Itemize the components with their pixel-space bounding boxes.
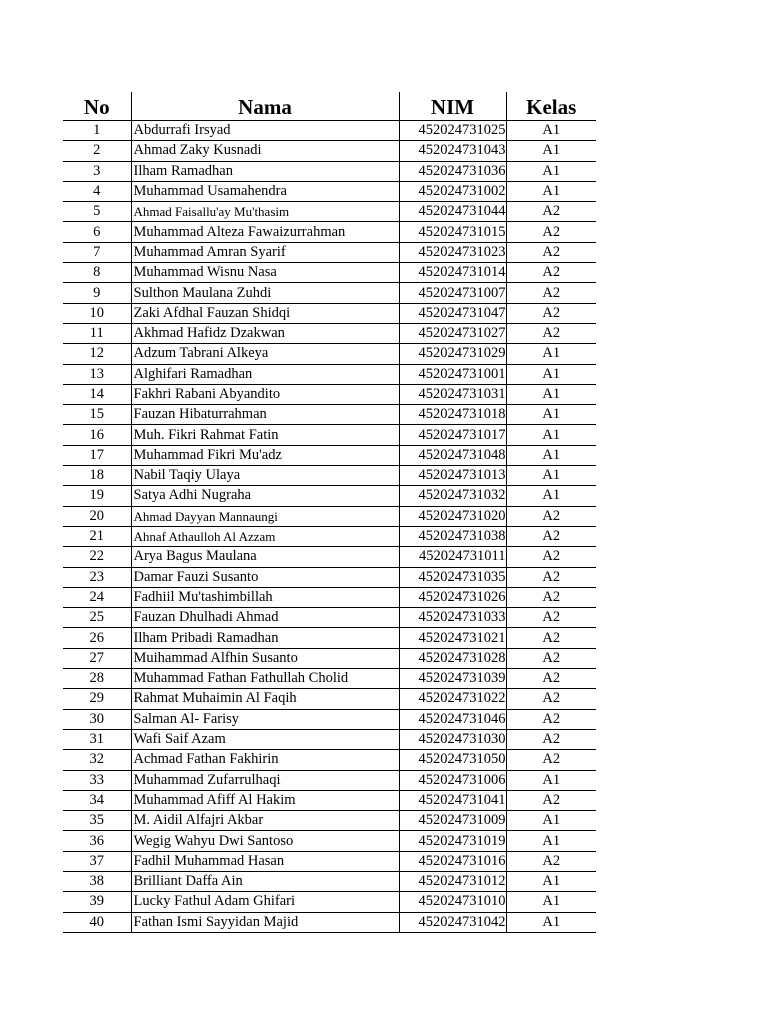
cell-nim: 452024731015 [399, 222, 506, 242]
cell-nim: 452024731041 [399, 790, 506, 810]
table-row [63, 587, 596, 607]
cell-no: 13 [63, 364, 131, 384]
cell-nama: Fadhil Muhammad Hasan [131, 851, 399, 871]
cell-nama: Fakhri Rabani Abyandito [131, 384, 399, 404]
cell-no: 10 [63, 303, 131, 323]
table-row [63, 608, 596, 628]
cell-no: 19 [63, 486, 131, 506]
cell-nim: 452024731002 [399, 181, 506, 201]
cell-no: 26 [63, 628, 131, 648]
table-row [63, 303, 596, 323]
cell-nama: Adzum Tabrani Alkeya [131, 344, 399, 364]
header-row [63, 92, 596, 121]
cell-kelas: A2 [506, 242, 596, 262]
cell-nama: Fauzan Hibaturrahman [131, 405, 399, 425]
cell-no: 35 [63, 811, 131, 831]
cell-nama: M. Aidil Alfajri Akbar [131, 811, 399, 831]
cell-nama: Ahmad Faisallu'ay Mu'thasim [131, 202, 399, 222]
table-row [63, 445, 596, 465]
cell-kelas: A2 [506, 750, 596, 770]
cell-nim: 452024731001 [399, 364, 506, 384]
cell-kelas: A2 [506, 648, 596, 668]
cell-kelas: A2 [506, 303, 596, 323]
cell-kelas: A2 [506, 567, 596, 587]
table-row [63, 709, 596, 729]
cell-nim: 452024731018 [399, 405, 506, 425]
cell-no: 12 [63, 344, 131, 364]
cell-kelas: A1 [506, 344, 596, 364]
cell-nama: Fadhiil Mu'tashimbillah [131, 587, 399, 607]
cell-kelas: A2 [506, 323, 596, 343]
header-kelas: Kelas [506, 92, 596, 121]
cell-nim: 452024731027 [399, 323, 506, 343]
cell-nama: Sulthon Maulana Zuhdi [131, 283, 399, 303]
cell-no: 32 [63, 750, 131, 770]
cell-kelas: A2 [506, 669, 596, 689]
table-row [63, 790, 596, 810]
table-row [63, 141, 596, 161]
cell-nama: Salman Al- Farisy [131, 709, 399, 729]
cell-kelas: A1 [506, 405, 596, 425]
cell-nama: Muhammad Usamahendra [131, 181, 399, 201]
cell-nama: Muihammad Alfhin Susanto [131, 648, 399, 668]
cell-nama: Muhammad Fathan Fathullah Cholid [131, 669, 399, 689]
cell-no: 38 [63, 871, 131, 891]
cell-nim: 452024731042 [399, 912, 506, 932]
cell-no: 31 [63, 729, 131, 749]
cell-nim: 452024731014 [399, 263, 506, 283]
cell-no: 27 [63, 648, 131, 668]
table-row [63, 892, 596, 912]
table-row [63, 222, 596, 242]
cell-kelas: A2 [506, 628, 596, 648]
cell-nama: Satya Adhi Nugraha [131, 486, 399, 506]
cell-no: 29 [63, 689, 131, 709]
cell-no: 30 [63, 709, 131, 729]
cell-kelas: A1 [506, 892, 596, 912]
cell-no: 33 [63, 770, 131, 790]
table-row [63, 851, 596, 871]
cell-no: 17 [63, 445, 131, 465]
table-row [63, 648, 596, 668]
cell-no: 15 [63, 405, 131, 425]
cell-kelas: A1 [506, 770, 596, 790]
cell-no: 28 [63, 669, 131, 689]
table-row [63, 263, 596, 283]
cell-nim: 452024731010 [399, 892, 506, 912]
cell-no: 16 [63, 425, 131, 445]
table-row [63, 466, 596, 486]
cell-nama: Muhammad Amran Syarif [131, 242, 399, 262]
table-row [63, 871, 596, 891]
cell-kelas: A1 [506, 161, 596, 181]
cell-kelas: A2 [506, 851, 596, 871]
cell-nim: 452024731012 [399, 871, 506, 891]
table-row [63, 486, 596, 506]
cell-no: 20 [63, 506, 131, 526]
cell-nim: 452024731023 [399, 242, 506, 262]
cell-nim: 452024731031 [399, 384, 506, 404]
cell-no: 9 [63, 283, 131, 303]
table-row [63, 323, 596, 343]
cell-kelas: A2 [506, 689, 596, 709]
table-row [63, 526, 596, 546]
table-row [63, 567, 596, 587]
cell-nim: 452024731019 [399, 831, 506, 851]
table-row [63, 425, 596, 445]
cell-kelas: A2 [506, 587, 596, 607]
cell-kelas: A2 [506, 729, 596, 749]
cell-kelas: A2 [506, 283, 596, 303]
cell-no: 36 [63, 831, 131, 851]
cell-nama: Wegig Wahyu Dwi Santoso [131, 831, 399, 851]
cell-nim: 452024731035 [399, 567, 506, 587]
student-table [63, 92, 596, 933]
cell-nama: Fathan Ismi Sayyidan Majid [131, 912, 399, 932]
cell-nama: Rahmat Muhaimin Al Faqih [131, 689, 399, 709]
table-row [63, 811, 596, 831]
cell-kelas: A2 [506, 222, 596, 242]
cell-nama: Akhmad Hafidz Dzakwan [131, 323, 399, 343]
cell-nama: Ahmad Zaky Kusnadi [131, 141, 399, 161]
table-row [63, 384, 596, 404]
cell-no: 21 [63, 526, 131, 546]
table-row [63, 770, 596, 790]
cell-nim: 452024731047 [399, 303, 506, 323]
cell-no: 4 [63, 181, 131, 201]
table-row [63, 831, 596, 851]
cell-kelas: A2 [506, 202, 596, 222]
cell-nama: Alghifari Ramadhan [131, 364, 399, 384]
cell-no: 18 [63, 466, 131, 486]
cell-nim: 452024731043 [399, 141, 506, 161]
cell-nim: 452024731038 [399, 526, 506, 546]
cell-nim: 452024731044 [399, 202, 506, 222]
cell-kelas: A1 [506, 445, 596, 465]
cell-no: 37 [63, 851, 131, 871]
table-row [63, 202, 596, 222]
cell-nim: 452024731007 [399, 283, 506, 303]
cell-nama: Damar Fauzi Susanto [131, 567, 399, 587]
cell-kelas: A1 [506, 831, 596, 851]
table-row [63, 506, 596, 526]
cell-nim: 452024731021 [399, 628, 506, 648]
table-row [63, 689, 596, 709]
cell-no: 25 [63, 608, 131, 628]
cell-no: 7 [63, 242, 131, 262]
cell-no: 6 [63, 222, 131, 242]
cell-kelas: A2 [506, 608, 596, 628]
cell-no: 34 [63, 790, 131, 810]
cell-nama: Muhammad Fikri Mu'adz [131, 445, 399, 465]
cell-nim: 452024731048 [399, 445, 506, 465]
table-row [63, 628, 596, 648]
cell-nim: 452024731026 [399, 587, 506, 607]
table-row [63, 669, 596, 689]
table-row [63, 364, 596, 384]
cell-nim: 452024731032 [399, 486, 506, 506]
table-row [63, 912, 596, 932]
cell-no: 24 [63, 587, 131, 607]
table-row [63, 161, 596, 181]
cell-no: 40 [63, 912, 131, 932]
table-row [63, 750, 596, 770]
table-row [63, 283, 596, 303]
cell-nama: Lucky Fathul Adam Ghifari [131, 892, 399, 912]
cell-nama: Muhammad Alteza Fawaizurrahman [131, 222, 399, 242]
cell-nama: Ahnaf Athaulloh Al Azzam [131, 526, 399, 546]
cell-kelas: A1 [506, 871, 596, 891]
cell-kelas: A2 [506, 709, 596, 729]
cell-kelas: A1 [506, 486, 596, 506]
table-row [63, 547, 596, 567]
table-row [63, 121, 596, 141]
cell-nama: Brilliant Daffa Ain [131, 871, 399, 891]
cell-nim: 452024731046 [399, 709, 506, 729]
cell-nim: 452024731016 [399, 851, 506, 871]
cell-kelas: A2 [506, 526, 596, 546]
cell-kelas: A1 [506, 811, 596, 831]
cell-nim: 452024731025 [399, 121, 506, 141]
cell-no: 23 [63, 567, 131, 587]
cell-nim: 452024731017 [399, 425, 506, 445]
cell-no: 1 [63, 121, 131, 141]
cell-nim: 452024731029 [399, 344, 506, 364]
header-nim: NIM [399, 92, 506, 121]
cell-kelas: A1 [506, 912, 596, 932]
cell-kelas: A1 [506, 181, 596, 201]
cell-nim: 452024731011 [399, 547, 506, 567]
cell-nim: 452024731006 [399, 770, 506, 790]
cell-nama: Muh. Fikri Rahmat Fatin [131, 425, 399, 445]
cell-nim: 452024731036 [399, 161, 506, 181]
table-row [63, 242, 596, 262]
cell-no: 39 [63, 892, 131, 912]
cell-nama: Fauzan Dhulhadi Ahmad [131, 608, 399, 628]
cell-nama: Ilham Ramadhan [131, 161, 399, 181]
table-row [63, 344, 596, 364]
cell-nim: 452024731022 [399, 689, 506, 709]
cell-nama: Zaki Afdhal Fauzan Shidqi [131, 303, 399, 323]
cell-kelas: A1 [506, 141, 596, 161]
cell-kelas: A1 [506, 466, 596, 486]
cell-nama: Ahmad Dayyan Mannaungi [131, 506, 399, 526]
cell-nim: 452024731033 [399, 608, 506, 628]
cell-nim: 452024731030 [399, 729, 506, 749]
cell-nama: Abdurrafi Irsyad [131, 121, 399, 141]
cell-nama: Achmad Fathan Fakhirin [131, 750, 399, 770]
cell-no: 14 [63, 384, 131, 404]
cell-kelas: A1 [506, 121, 596, 141]
cell-kelas: A1 [506, 364, 596, 384]
header-nama: Nama [131, 92, 399, 121]
cell-nama: Arya Bagus Maulana [131, 547, 399, 567]
cell-nim: 452024731028 [399, 648, 506, 668]
cell-no: 8 [63, 263, 131, 283]
cell-nim: 452024731050 [399, 750, 506, 770]
cell-no: 22 [63, 547, 131, 567]
cell-nim: 452024731009 [399, 811, 506, 831]
cell-nama: Muhammad Wisnu Nasa [131, 263, 399, 283]
cell-nim: 452024731039 [399, 669, 506, 689]
cell-kelas: A2 [506, 790, 596, 810]
cell-nim: 452024731020 [399, 506, 506, 526]
cell-kelas: A2 [506, 506, 596, 526]
cell-kelas: A2 [506, 547, 596, 567]
cell-nama: Muhammad Afiff Al Hakim [131, 790, 399, 810]
table-row [63, 405, 596, 425]
header-no: No [63, 92, 131, 121]
table-row [63, 181, 596, 201]
cell-nama: Ilham Pribadi Ramadhan [131, 628, 399, 648]
cell-kelas: A2 [506, 263, 596, 283]
cell-kelas: A1 [506, 425, 596, 445]
cell-kelas: A1 [506, 384, 596, 404]
cell-nim: 452024731013 [399, 466, 506, 486]
cell-no: 3 [63, 161, 131, 181]
cell-no: 11 [63, 323, 131, 343]
table-row [63, 729, 596, 749]
cell-nama: Muhammad Zufarrulhaqi [131, 770, 399, 790]
cell-nama: Wafi Saif Azam [131, 729, 399, 749]
cell-nama: Nabil Taqiy Ulaya [131, 466, 399, 486]
cell-no: 5 [63, 202, 131, 222]
cell-no: 2 [63, 141, 131, 161]
